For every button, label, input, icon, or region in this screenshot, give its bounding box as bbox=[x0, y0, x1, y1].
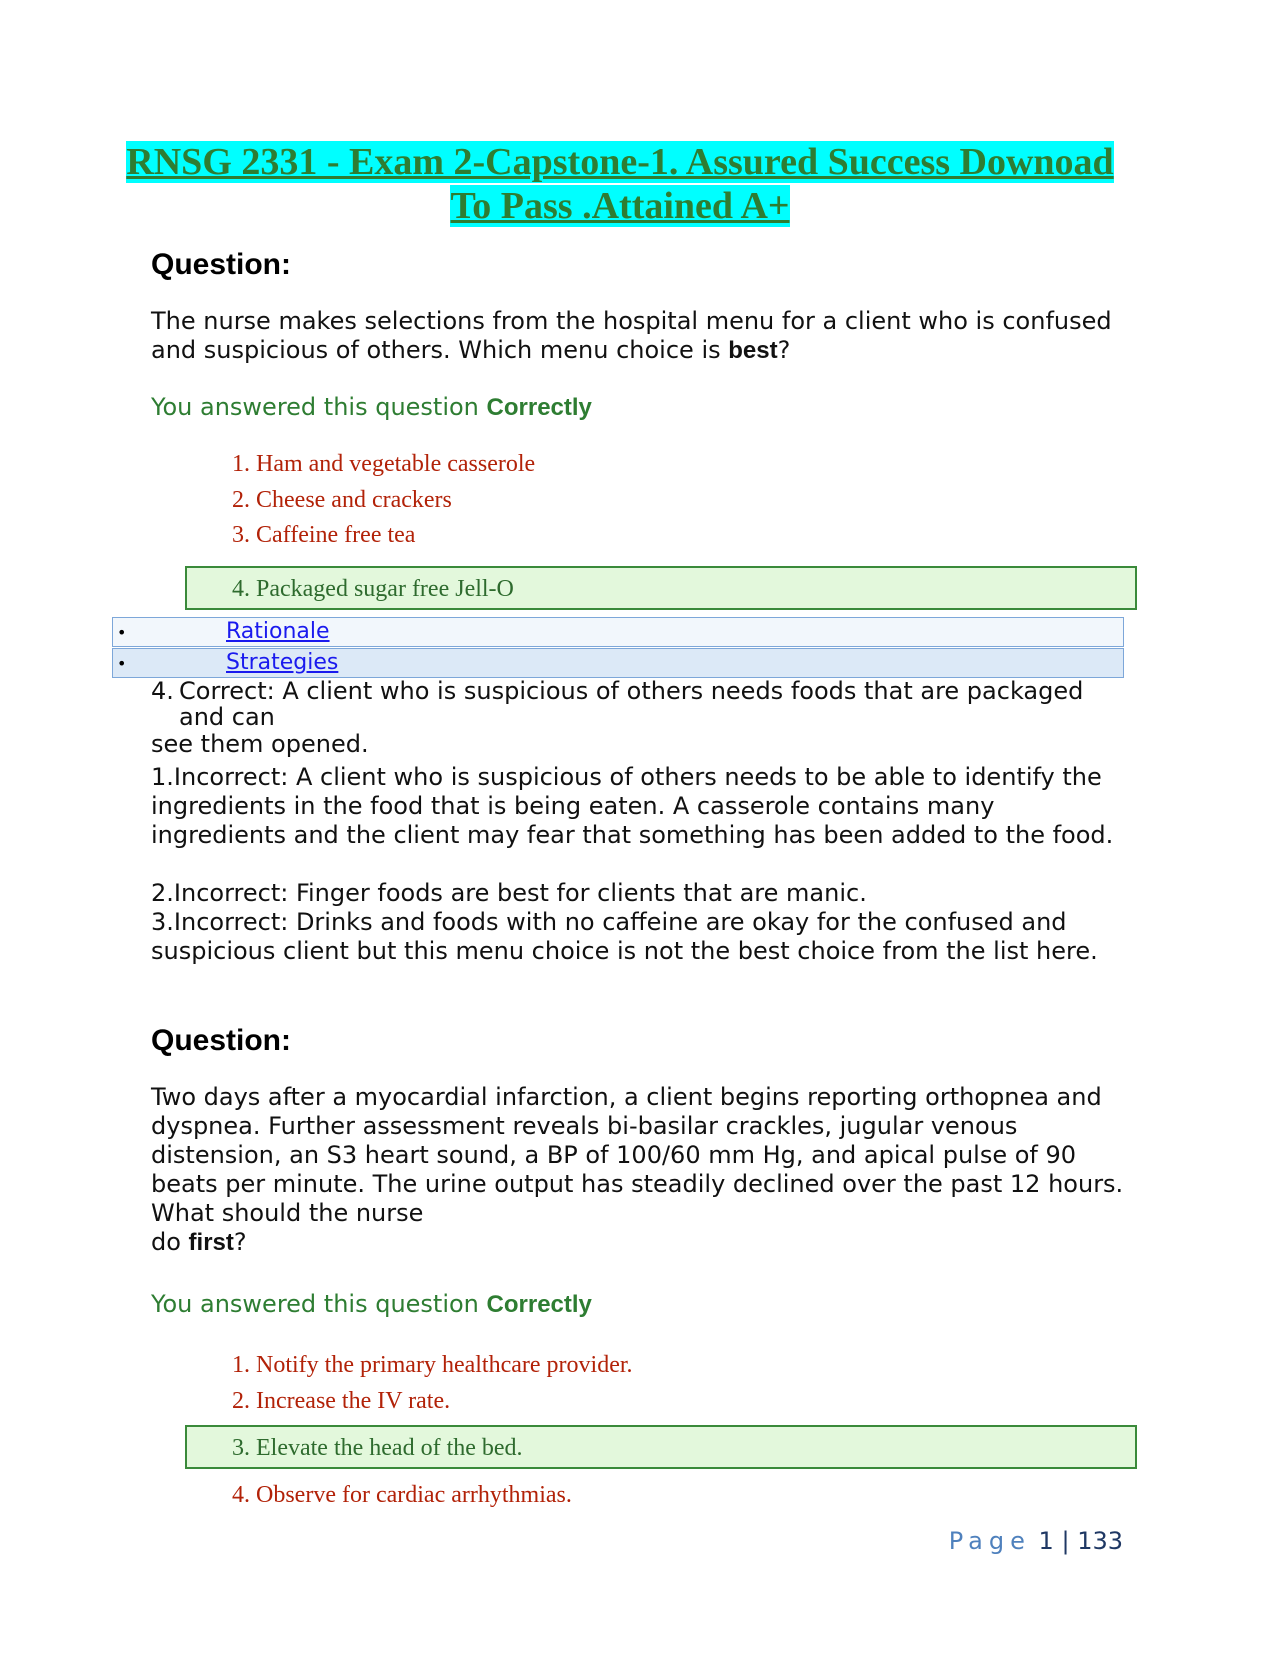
rationale-item-3: 3.Incorrect: Drinks and foods with no caffeine are okay for the confused and suspicious client but this menu choice is not the best choice from the list here. bbox=[151, 908, 1098, 965]
document-title bbox=[110, 140, 1130, 228]
question-2-result: You answered this question Correctly bbox=[151, 1290, 592, 1318]
rationale-item-2: 2.Incorrect: Finger foods are best for clients that are manic. bbox=[151, 879, 867, 907]
rationale-tab-row bbox=[112, 617, 1124, 647]
page-total: 133 bbox=[1077, 1527, 1123, 1555]
page-label: Page bbox=[948, 1527, 1031, 1555]
question-1-result: You answered this question Correctly bbox=[151, 393, 592, 421]
rationale-item-1: 1.Incorrect: A client who is suspicious of others needs to be able to identify the ingredients in the food that is being eaten. A casserole contains many ingredients and the client may fear that something has been added to the food. bbox=[151, 763, 1114, 849]
question-1-text: The nurse makes selections from the hospital menu for a client who is confused and suspicious of others. Which menu choice is best? bbox=[151, 307, 1112, 364]
question-1-option-4-correct[interactable] bbox=[185, 566, 1137, 610]
question-2-option-4[interactable]: 4. Observe for cardiac arrhythmias. bbox=[232, 1482, 572, 1508]
page-footer bbox=[949, 1527, 1123, 1555]
question-1-heading: Question: bbox=[151, 248, 291, 281]
document-title-line-1: RNSG 2331 - Exam 2-Capstone-1. Assured Success Downoad bbox=[126, 141, 1114, 183]
question-1-option-3[interactable]: 3. Caffeine free tea bbox=[232, 522, 416, 548]
bullet-icon: • bbox=[117, 654, 127, 673]
bullet-icon: • bbox=[117, 623, 127, 642]
rationale-link[interactable]: Rationale bbox=[226, 619, 330, 644]
question-2-option-3-correct[interactable] bbox=[185, 1425, 1137, 1469]
question-2-option-2[interactable]: 2. Increase the IV rate. bbox=[232, 1388, 451, 1414]
question-1-option-4-label: 4. Packaged sugar free Jell-O bbox=[232, 576, 514, 602]
question-2-text: Two days after a myocardial infarction, a client begins reporting orthopnea and dyspnea. Further assessment reveals bi-basilar crackles, jugular venous distension, an S3 heart sound, a BP of 100/60 mm Hg, and apical pulse of 90 beats per minute. The urine output has steadily declined over the past 12 hours. What should the nurse do first? bbox=[151, 1083, 1124, 1256]
question-2-option-1[interactable]: 1. Notify the primary healthcare provider. bbox=[232, 1352, 633, 1378]
question-1-option-2[interactable]: 2. Cheese and crackers bbox=[232, 487, 452, 513]
rationale-item-4: 4. Correct: A client who is suspicious of others needs foods that are packaged and can see them opened. bbox=[151, 677, 1084, 758]
strategies-link[interactable]: Strategies bbox=[226, 650, 339, 675]
strategies-tab-row bbox=[112, 648, 1124, 678]
page-number: 1 bbox=[1038, 1527, 1054, 1555]
page-separator: | bbox=[1061, 1527, 1070, 1555]
document-title-line-2: To Pass .Attained A+ bbox=[450, 185, 790, 227]
question-1-option-1[interactable]: 1. Ham and vegetable casserole bbox=[232, 451, 536, 477]
question-2-option-3-label: 3. Elevate the head of the bed. bbox=[232, 1435, 523, 1461]
question-2-heading: Question: bbox=[151, 1024, 291, 1057]
